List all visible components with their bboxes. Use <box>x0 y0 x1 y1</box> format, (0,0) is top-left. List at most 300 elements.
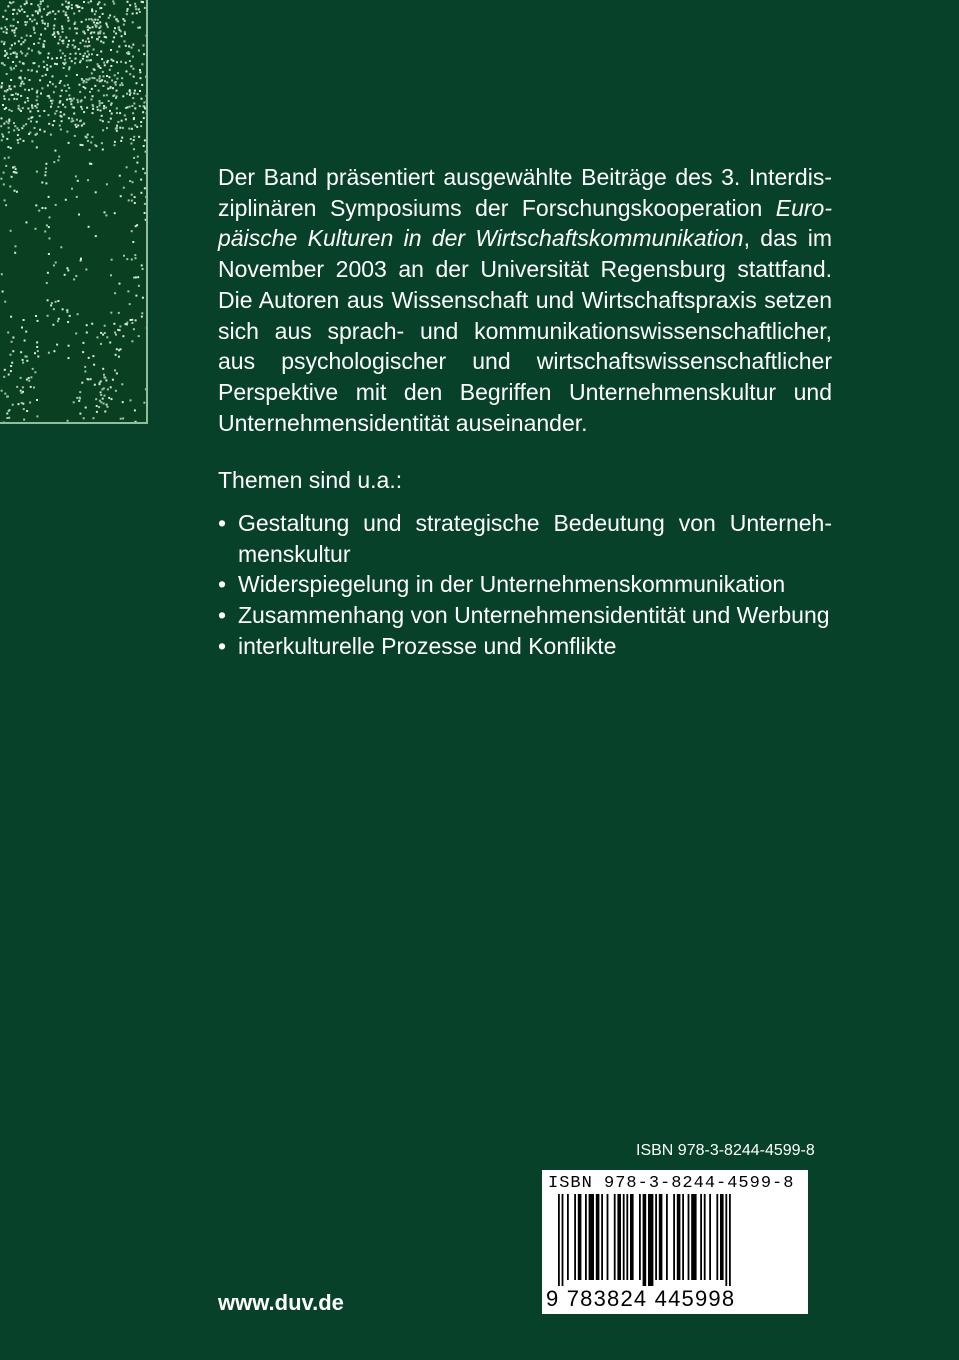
photo-halftone-dot <box>115 354 117 356</box>
photo-halftone-dot <box>133 76 135 78</box>
photo-halftone-dot <box>141 312 143 314</box>
photo-halftone-dot <box>37 11 39 13</box>
photo-halftone-dot <box>146 7 148 9</box>
photo-halftone-dot <box>82 144 84 146</box>
photo-halftone-dot <box>93 32 95 34</box>
photo-halftone-dot <box>24 355 26 357</box>
photo-halftone-dot <box>123 24 125 26</box>
list-item <box>218 600 832 631</box>
photo-halftone-dot <box>37 110 39 112</box>
photo-halftone-dot <box>76 196 78 198</box>
photo-halftone-dot <box>1 133 3 135</box>
photo-halftone-dot <box>142 1 144 3</box>
photo-halftone-dot <box>117 20 119 22</box>
photo-halftone-dot <box>129 303 131 305</box>
photo-halftone-dot <box>64 106 66 108</box>
photo-halftone-dot <box>44 40 46 42</box>
list-item-line: Gestaltung und strategische Bedeutung von Unterneh- <box>238 510 832 536</box>
photo-halftone-dot <box>87 26 89 28</box>
photo-halftone-dot <box>125 118 127 120</box>
photo-halftone-dot <box>137 93 139 95</box>
photo-halftone-dot <box>106 183 108 185</box>
photo-halftone-dot <box>20 351 22 353</box>
photo-halftone-dot <box>41 182 43 184</box>
photo-halftone-dot <box>109 342 111 344</box>
photo-halftone-dot <box>1 27 3 29</box>
photo-halftone-dot <box>103 105 105 107</box>
photo-halftone-dot <box>79 91 81 93</box>
photo-halftone-dot <box>91 36 93 38</box>
photo-halftone-dot <box>80 260 82 262</box>
photo-halftone-dot <box>84 45 86 47</box>
photo-halftone-dot <box>119 325 121 327</box>
photo-halftone-dot <box>119 329 121 331</box>
photo-halftone-dot <box>22 62 24 64</box>
photo-halftone-dot <box>140 121 142 123</box>
photo-halftone-dot <box>132 97 134 99</box>
photo-halftone-dot <box>10 88 12 90</box>
photo-halftone-dot <box>91 72 93 74</box>
photo-halftone-dot <box>51 58 53 60</box>
photo-halftone-dot <box>99 400 101 402</box>
photo-halftone-dot <box>27 108 29 110</box>
photo-halftone-dot <box>131 319 133 321</box>
photo-halftone-dot <box>115 84 117 86</box>
photo-halftone-dot <box>134 254 136 256</box>
photo-halftone-dot <box>24 340 26 342</box>
photo-halftone-dot <box>144 7 146 9</box>
photo-halftone-dot <box>55 204 57 206</box>
photo-halftone-dot <box>110 386 112 388</box>
photo-halftone-dot <box>89 149 91 151</box>
photo-halftone-dot <box>6 417 8 419</box>
photo-halftone-dot <box>67 420 69 422</box>
photo-halftone-dot <box>140 77 142 79</box>
photo-halftone-dot <box>19 109 21 111</box>
photo-halftone-dot <box>20 5 22 7</box>
photo-halftone-dot <box>121 383 123 385</box>
photo-halftone-dot <box>120 140 122 142</box>
photo-halftone-dot <box>12 423 14 424</box>
photo-halftone-dot <box>83 123 85 125</box>
photo-halftone-dot <box>19 61 21 63</box>
photo-halftone-dot <box>128 45 130 47</box>
photo-halftone-dot <box>77 99 79 101</box>
photo-halftone-dot <box>128 199 130 201</box>
photo-halftone-dot <box>23 41 25 43</box>
photo-halftone-dot <box>26 35 28 37</box>
photo-halftone-dot <box>10 370 12 372</box>
photo-halftone-dot <box>89 45 91 47</box>
photo-halftone-dot <box>4 26 6 28</box>
photo-halftone-dot <box>141 264 143 266</box>
photo-halftone-dot <box>17 21 19 23</box>
photo-halftone-dot <box>3 422 5 424</box>
photo-halftone-dot <box>142 45 144 47</box>
photo-halftone-dot <box>6 121 8 123</box>
photo-halftone-dot <box>146 160 148 162</box>
photo-halftone-dot <box>68 19 70 21</box>
photo-halftone-dot <box>12 52 14 54</box>
barcode-bar <box>601 1194 603 1280</box>
photo-halftone-dot <box>12 25 14 27</box>
photo-halftone-dot <box>98 406 100 408</box>
photo-halftone-dot <box>46 64 48 66</box>
photo-halftone-dot <box>120 195 122 197</box>
photo-halftone-dot <box>3 376 5 378</box>
photo-halftone-dot <box>147 219 148 221</box>
photo-halftone-dot <box>23 319 25 321</box>
photo-halftone-dot <box>127 1 129 3</box>
photo-halftone-dot <box>38 42 40 44</box>
photo-halftone-dot <box>56 344 58 346</box>
photo-halftone-dot <box>96 22 98 24</box>
photo-halftone-dot <box>94 85 96 87</box>
photo-halftone-dot <box>76 397 78 399</box>
photo-halftone-dot <box>133 422 135 424</box>
photo-halftone-dot <box>53 264 55 266</box>
photo-halftone-dot <box>81 382 83 384</box>
photo-halftone-dot <box>82 351 84 353</box>
photo-halftone-dot <box>103 42 105 44</box>
photo-halftone-dot <box>88 59 90 61</box>
photo-halftone-dot <box>73 13 75 15</box>
photo-halftone-dot <box>136 224 138 226</box>
photo-halftone-dot <box>111 80 113 82</box>
photo-halftone-dot <box>61 120 63 122</box>
photo-halftone-dot <box>83 31 85 33</box>
barcode-bar <box>677 1194 681 1280</box>
photo-halftone-dot <box>3 95 5 97</box>
photo-halftone-dot <box>61 4 63 6</box>
photo-halftone-dot <box>115 81 117 83</box>
bullet-icon: • <box>218 632 227 659</box>
photo-halftone-dot <box>45 171 47 173</box>
photo-halftone-dot <box>113 31 115 33</box>
photo-halftone-dot <box>66 99 68 101</box>
photo-halftone-dot <box>66 309 68 311</box>
barcode-bar <box>716 1194 718 1280</box>
photo-halftone-dot <box>26 53 28 55</box>
photo-halftone-dot <box>23 140 25 142</box>
photo-halftone-dot <box>132 112 134 114</box>
photo-halftone-dot <box>110 49 112 51</box>
photo-halftone-dot <box>50 304 52 306</box>
photo-halftone-dot <box>102 398 104 400</box>
photo-halftone-dot <box>4 393 6 395</box>
photo-halftone-dot <box>36 96 38 98</box>
photo-halftone-dot <box>73 47 75 49</box>
photo-halftone-dot <box>73 40 75 42</box>
photo-halftone-dot <box>92 26 94 28</box>
photo-halftone-dot <box>100 51 102 53</box>
photo-halftone-dot <box>100 110 102 112</box>
photo-halftone-dot <box>38 51 40 53</box>
photo-halftone-dot <box>21 392 23 394</box>
photo-halftone-dot <box>54 63 56 65</box>
photo-halftone-dot <box>2 16 4 18</box>
photo-halftone-dot <box>52 10 54 12</box>
photo-halftone-dot <box>102 120 104 122</box>
photo-halftone-dot <box>119 127 121 129</box>
photo-halftone-dot <box>31 106 33 108</box>
photo-halftone-dot <box>132 241 134 243</box>
photo-halftone-dot <box>81 7 83 9</box>
photo-halftone-dot <box>133 117 135 119</box>
photo-halftone-dot <box>86 324 88 326</box>
photo-halftone-dot <box>107 26 109 28</box>
photo-halftone-dot <box>53 25 55 27</box>
photo-halftone-dot <box>133 139 135 141</box>
photo-halftone-dot <box>87 140 89 142</box>
photo-halftone-dot <box>130 65 132 67</box>
photo-halftone-dot <box>95 398 97 400</box>
photo-halftone-dot <box>107 388 109 390</box>
photo-halftone-dot <box>52 324 54 326</box>
photo-halftone-dot <box>116 78 118 80</box>
photo-halftone-dot <box>105 107 107 109</box>
photo-halftone-dot <box>103 95 105 97</box>
photo-halftone-dot <box>37 12 39 14</box>
photo-halftone-dot <box>108 17 110 19</box>
photo-halftone-dot <box>101 115 103 117</box>
photo-halftone-dot <box>97 39 99 41</box>
barcode-bar <box>574 1194 576 1280</box>
barcode-bar <box>614 1194 616 1280</box>
photo-halftone-dot <box>76 32 78 34</box>
photo-halftone-dot <box>114 332 116 334</box>
photo-halftone-dot <box>107 406 109 408</box>
photo-halftone-dot <box>7 5 9 7</box>
photo-halftone-dot <box>83 111 85 113</box>
photo-halftone-dot <box>8 109 10 111</box>
barcode-bar <box>720 1194 724 1280</box>
photo-halftone-dot <box>117 72 119 74</box>
photo-halftone-dot <box>12 167 14 169</box>
photo-halftone-dot <box>119 175 121 177</box>
photo-halftone-dot <box>77 101 79 103</box>
photo-halftone-dot <box>136 126 138 128</box>
barcode-bar <box>659 1194 663 1280</box>
photo-halftone-dot <box>92 355 94 357</box>
photo-halftone-dot <box>77 125 79 127</box>
photo-halftone-dot <box>41 87 43 89</box>
photo-halftone-dot <box>75 126 77 128</box>
photo-halftone-dot <box>31 88 33 90</box>
photo-halftone-dot <box>10 79 12 81</box>
photo-halftone-dot <box>44 231 46 233</box>
photo-halftone-dot <box>11 110 13 112</box>
photo-halftone-dot <box>6 413 8 415</box>
photo-halftone-dot <box>4 55 6 57</box>
photo-halftone-dot <box>82 58 84 60</box>
photo-halftone-dot <box>44 28 46 30</box>
photo-halftone-dot <box>25 123 27 125</box>
photo-halftone-dot <box>60 95 62 97</box>
photo-halftone-dot <box>18 9 20 11</box>
photo-halftone-dot <box>147 99 148 101</box>
photo-halftone-dot <box>91 8 93 10</box>
photo-halftone-dot <box>63 63 65 65</box>
photo-halftone-dot <box>24 21 26 23</box>
photo-halftone-dot <box>7 146 9 148</box>
photo-halftone-dot <box>91 10 93 12</box>
photo-halftone-dot <box>40 34 42 36</box>
photo-halftone-dot <box>35 10 37 12</box>
photo-halftone-dot <box>100 391 102 393</box>
photo-halftone-dot <box>110 274 112 276</box>
photo-halftone-dot <box>6 28 8 30</box>
photo-halftone-dot <box>104 4 106 6</box>
photo-halftone-dot <box>46 68 48 70</box>
photo-halftone-dot <box>27 15 29 17</box>
photo-halftone-dot <box>1 41 3 43</box>
photo-halftone-dot <box>122 418 124 420</box>
photo-halftone-dot <box>15 93 17 95</box>
photo-halftone-dot <box>145 151 147 153</box>
photo-halftone-dot <box>54 36 56 38</box>
photo-halftone-dot <box>131 47 133 49</box>
photo-halftone-dot <box>146 270 148 272</box>
photo-halftone-dot <box>25 55 27 57</box>
photo-halftone-dot <box>4 50 6 52</box>
photo-halftone-dot <box>48 114 50 116</box>
photo-halftone-dot <box>78 214 80 216</box>
list-item-text <box>238 508 832 569</box>
photo-halftone-dot <box>139 27 141 29</box>
photo-halftone-dot <box>51 102 53 104</box>
photo-halftone-dot <box>34 352 36 354</box>
photo-halftone-dot <box>26 379 28 381</box>
photo-halftone-dot <box>99 383 101 385</box>
photo-halftone-dot <box>145 388 147 390</box>
photo-halftone-dot <box>133 136 135 138</box>
barcode-bar <box>578 1194 582 1280</box>
photo-halftone-dot <box>99 16 101 18</box>
photo-halftone-dot <box>8 417 10 419</box>
publisher-website: www.duv.de <box>218 1290 344 1315</box>
photo-halftone-dot <box>36 121 38 123</box>
photo-halftone-dot <box>23 125 25 127</box>
photo-halftone-dot <box>89 27 91 29</box>
photo-halftone-dot <box>111 59 113 61</box>
photo-halftone-dot <box>69 315 71 317</box>
photo-halftone-dot <box>13 19 15 21</box>
photo-halftone-dot <box>36 415 38 417</box>
photo-halftone-dot <box>126 70 128 72</box>
photo-halftone-dot <box>121 120 123 122</box>
photo-halftone-dot <box>99 21 101 23</box>
photo-halftone-dot <box>35 228 37 230</box>
photo-halftone-dot <box>36 133 38 135</box>
photo-halftone-dot <box>124 114 126 116</box>
photo-halftone-dot <box>36 71 38 73</box>
photo-halftone-dot <box>10 147 12 149</box>
photo-halftone-dot <box>86 66 88 68</box>
photo-halftone-dot <box>90 378 92 380</box>
photo-halftone-dot <box>105 379 107 381</box>
photo-halftone-dot <box>8 410 10 412</box>
photo-halftone-dot <box>60 57 62 59</box>
photo-halftone-dot <box>122 95 124 97</box>
photo-halftone-dot <box>36 399 38 401</box>
photo-halftone-dot <box>120 30 122 32</box>
photo-halftone-dot <box>15 245 17 247</box>
photo-halftone-dot <box>113 36 115 38</box>
photo-halftone-dot <box>13 32 15 34</box>
photo-halftone-dot <box>96 54 98 56</box>
photo-halftone-dot <box>30 386 32 388</box>
photo-halftone-dot <box>131 128 133 130</box>
photo-halftone-dot <box>147 136 148 138</box>
photo-halftone-dot <box>12 404 14 406</box>
photo-halftone-dot <box>80 258 82 260</box>
photo-halftone-dot <box>14 252 16 254</box>
photo-halftone-dot <box>1 139 3 141</box>
photo-halftone-dot <box>8 157 10 159</box>
photo-halftone-dot <box>6 18 8 20</box>
photo-halftone-dot <box>26 360 28 362</box>
photo-halftone-dot <box>34 105 36 107</box>
photo-halftone-dot <box>34 371 36 373</box>
barcode-bar <box>585 1194 587 1280</box>
barcode-number: 9 783824 445998 <box>546 1286 736 1311</box>
photo-halftone-dot <box>100 40 102 42</box>
photo-halftone-dot <box>52 124 54 126</box>
list-item-text: Zusammenhang von Unternehmensidentität und Werbung <box>238 602 830 629</box>
photo-halftone-dot <box>145 196 147 198</box>
photo-halftone-dot <box>30 35 32 37</box>
photo-halftone-dot <box>11 341 13 343</box>
photo-halftone-dot <box>138 50 140 52</box>
photo-halftone-dot <box>46 224 48 226</box>
photo-halftone-dot <box>40 1 42 3</box>
photo-halftone-dot <box>104 64 106 66</box>
photo-halftone-dot <box>138 335 140 337</box>
photo-halftone-dot <box>104 377 106 379</box>
photo-halftone-dot <box>100 343 102 345</box>
isbn-label: ISBN 978-3-8244-4599-8 <box>636 1142 815 1159</box>
photo-halftone-dot <box>86 45 88 47</box>
photo-halftone-dot <box>60 80 62 82</box>
photo-halftone-dot <box>65 14 67 16</box>
photo-halftone-dot <box>120 348 122 350</box>
photo-halftone-dot <box>108 100 110 102</box>
photo-halftone-dot <box>69 28 71 30</box>
barcode-bar <box>682 1194 684 1280</box>
photo-halftone-dot <box>145 76 147 78</box>
photo-halftone-dot <box>59 39 61 41</box>
photo-halftone-dot <box>75 124 77 126</box>
photo-halftone-dot <box>92 108 94 110</box>
photo-halftone-dot <box>116 18 118 20</box>
photo-halftone-dot <box>47 23 49 25</box>
photo-halftone-dot <box>74 22 76 24</box>
photo-halftone-dot <box>80 101 82 103</box>
photo-halftone-dot <box>68 40 70 42</box>
photo-halftone-dot <box>134 202 136 204</box>
photo-halftone-dot <box>57 300 59 302</box>
photo-halftone-dot <box>121 82 123 84</box>
photo-halftone-dot <box>85 41 87 43</box>
photo-halftone-dot <box>52 83 54 85</box>
photo-halftone-dot <box>126 258 128 260</box>
photo-halftone-dot <box>143 53 145 55</box>
photo-halftone-dot <box>17 93 19 95</box>
photo-halftone-dot <box>61 90 63 92</box>
photo-halftone-dot <box>4 369 6 371</box>
barcode-bar <box>562 1194 564 1286</box>
